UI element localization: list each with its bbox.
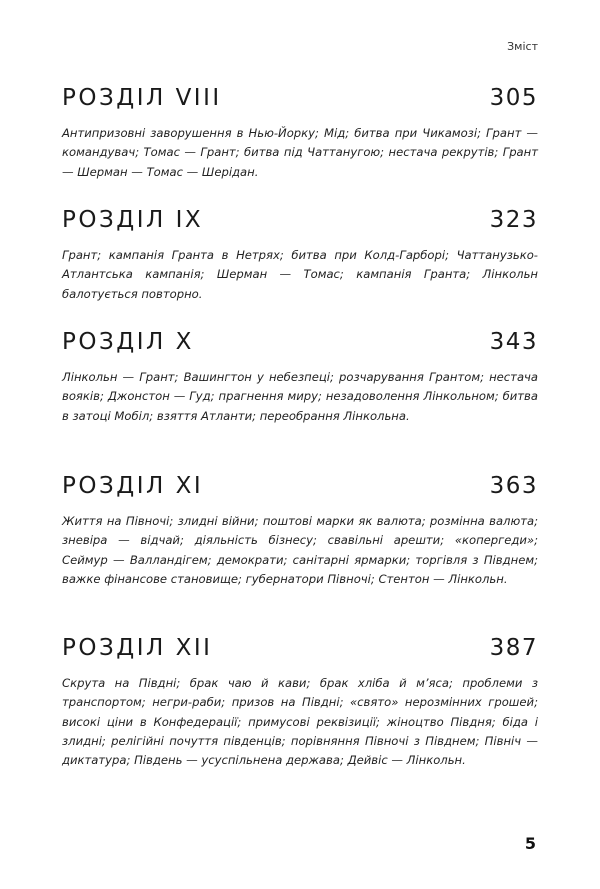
- chapter-heading: [62, 634, 538, 662]
- chapter-entry: [62, 634, 538, 782]
- chapter-title: РОЗДІЛ XII: [62, 635, 213, 661]
- chapter-title: РОЗДІЛ IX: [62, 207, 204, 233]
- chapter-title: РОЗДІЛ VIII: [62, 85, 222, 111]
- chapter-summary: Антипризовні заворушення в Нью-Йорку; Мід; битва при Чикамозі; Грант — командувач; Томас — Грант; битва під Чаттанугою; нестача рекрутів; Грант — Шерман — Томас — Шерідан.: [62, 126, 538, 179]
- chapter-summary: Життя на Півночі; злидні війни; поштові марки як валюта; розмінна валюта; зневіра — відчай; діяльність бізнесу; свавільні арешти; «копергеди»; Сеймур — Валландігем; демократи; санітарні ярмарки; торгівля з Півднем; важке фінансове становище; губернатори Півночі; Стентон — Лінкольн.: [62, 514, 538, 586]
- chapter-summary: Грант; кампанія Гранта в Нетрях; битва при Колд-Гарборі; Чаттанузько-Атлантська кампанія; Шерман — Томас; кампанія Гранта; Лінкольн балотується повторно.: [62, 248, 538, 301]
- chapter-page-number: 305: [489, 85, 538, 111]
- chapter-entry: [62, 84, 538, 193]
- chapter-heading: [62, 472, 538, 500]
- chapter-page-number: 323: [489, 207, 538, 233]
- page-number: 5: [524, 834, 536, 853]
- running-head: Зміст: [507, 40, 538, 53]
- chapter-page-number: 343: [489, 329, 538, 355]
- chapter-title: РОЗДІЛ X: [62, 329, 194, 355]
- chapter-heading: [62, 206, 538, 234]
- chapter-page-number: 363: [489, 473, 538, 499]
- chapter-summary: Скрута на Півдні; брак чаю й кави; брак хліба й м’яса; проблеми з транспортом; негри-раби; призов на Півдні; «свято» нерозмінних грошей; високі ціни в Конфедерації; примусові реквізиції; жіноцтво Півдня; біда і злидні; релігійні почуття південців; порівняння Півночі з Півднем; Північ — диктатура; Південь — усуспільнена держава; Дейвіс — Лінкольн.: [62, 676, 538, 768]
- chapter-title: РОЗДІЛ XI: [62, 473, 204, 499]
- chapter-summary: Лінкольн — Грант; Вашингтон у небезпеці; розчарування Грантом; нестача вояків; Джонстон — Гуд; прагнення миру; незадоволення Лінкольном; битва в затоці Мобіл; взяття Атланти; переобрання Лінкольна.: [62, 370, 538, 423]
- chapter-entry: [62, 328, 538, 437]
- chapter-heading: [62, 84, 538, 112]
- chapter-entry: [62, 472, 538, 601]
- chapter-page-number: 387: [489, 635, 538, 661]
- chapter-heading: [62, 328, 538, 356]
- chapter-entry: [62, 206, 538, 315]
